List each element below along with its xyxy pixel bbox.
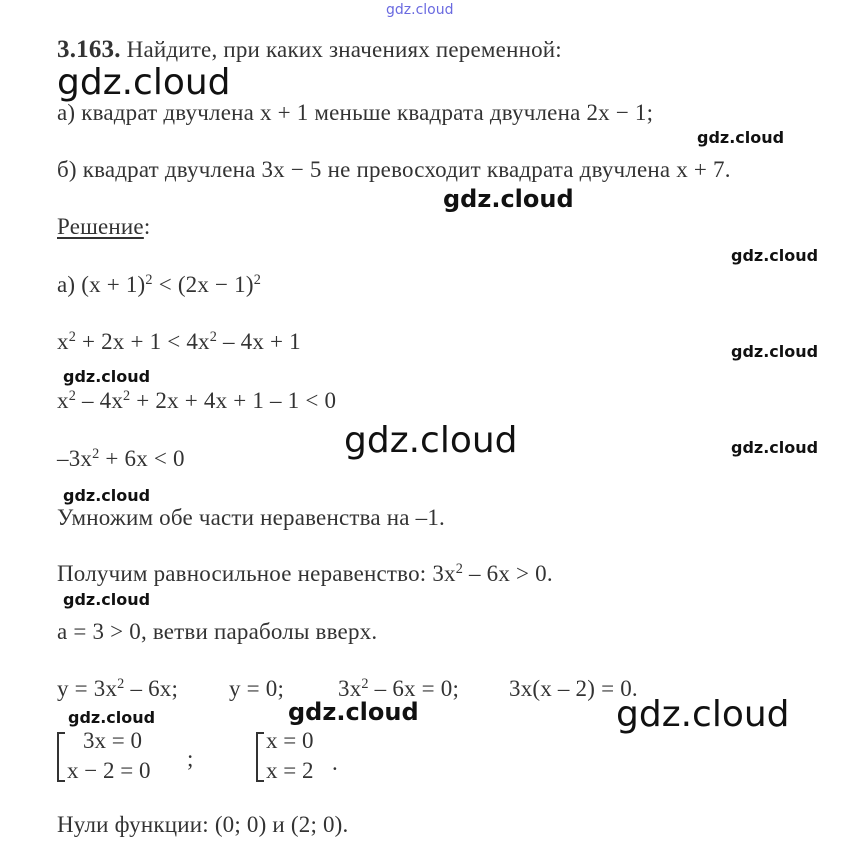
math-text: а) (x + 1) [57,272,146,297]
math-text: – 4x [76,388,124,413]
exponent: 2 [145,272,153,289]
watermark: gdz.cloud [68,708,156,727]
system-row: x − 2 = 0 [67,758,151,783]
watermark-top: gdz.cloud [386,2,454,18]
solution-line-1 [57,272,261,298]
equation-system-2 [256,728,356,788]
solution-heading-text: Решение [57,214,144,239]
watermark: gdz.cloud [697,128,785,147]
system-brace [256,732,264,782]
system-row: x = 0 [266,728,314,753]
math-text: – 4x + 1 [217,329,301,354]
solution-line-8-part-1 [57,676,178,702]
solution-line-8-part-4: 3x(x – 2) = 0. [509,676,638,701]
system-separator: ; [187,746,194,771]
exponent: 2 [92,446,100,463]
math-text: – 6x > 0. [463,561,553,586]
math-text: y = 3x [57,676,118,701]
watermark: gdz.cloud [731,246,819,265]
watermark: gdz.cloud [731,438,819,457]
system-separator: . [332,750,338,775]
system-brace [57,732,65,782]
problem-number: 3.163. [57,36,121,63]
exponent: 2 [455,561,464,578]
exponent: 2 [68,329,77,346]
exponent: 2 [209,329,218,346]
math-text: x [57,388,69,413]
problem-statement-line [57,36,562,64]
math-text: 3x [338,676,362,701]
watermark: gdz.cloud [731,342,819,361]
exponent: 2 [68,388,77,405]
solution-line-9: Нули функции: (0; 0) и (2; 0). [57,812,349,837]
solution-line-4 [57,446,185,472]
math-text: + 2x + 4x + 1 – 1 < 0 [130,388,337,413]
watermark: gdz.cloud [288,698,419,726]
exponent: 2 [123,388,131,405]
solution-line-2 [57,329,301,355]
math-text: – 6x; [124,676,179,701]
math-text: + 6x < 0 [99,446,185,471]
system-row: x = 2 [266,758,314,783]
watermark: gdz.cloud [57,62,231,103]
exponent: 2 [361,676,369,693]
solution-line-5: Умножим обе части неравенства на –1. [57,505,445,530]
system-row: 3x = 0 [83,728,142,753]
solution-line-7: a = 3 > 0, ветви параболы вверх. [57,619,378,644]
solution-line-8-part-2: y = 0; [229,676,285,701]
solution-heading-colon: : [143,214,151,239]
math-text: – 6x = 0; [368,676,460,701]
math-text: x [57,329,69,354]
solution-line-6 [57,561,553,587]
math-text: + 2x + 1 < 4x [76,329,210,354]
watermark: gdz.cloud [616,694,790,735]
solution-heading [57,214,150,240]
math-text: –3x [57,446,93,471]
math-text: < (2x − 1) [152,272,254,297]
problem-part-b: б) квадрат двучлена 3x − 5 не превосходит квадрата двучлена x + 7. [57,157,731,182]
watermark: gdz.cloud [63,367,151,386]
watermark: gdz.cloud [63,486,151,505]
watermark: gdz.cloud [63,590,151,609]
math-text: Получим равносильное неравенство: 3x [57,561,456,586]
watermark: gdz.cloud [443,185,574,213]
equation-system-1 [57,728,207,788]
exponent: 2 [117,676,125,693]
exponent: 2 [253,272,262,289]
problem-statement: Найдите, при каких значениях переменной: [120,37,562,62]
watermark: gdz.cloud [344,420,518,461]
problem-part-a: а) квадрат двучлена x + 1 меньше квадрата двучлена 2x − 1; [57,100,654,125]
solution-line-3 [57,388,336,414]
